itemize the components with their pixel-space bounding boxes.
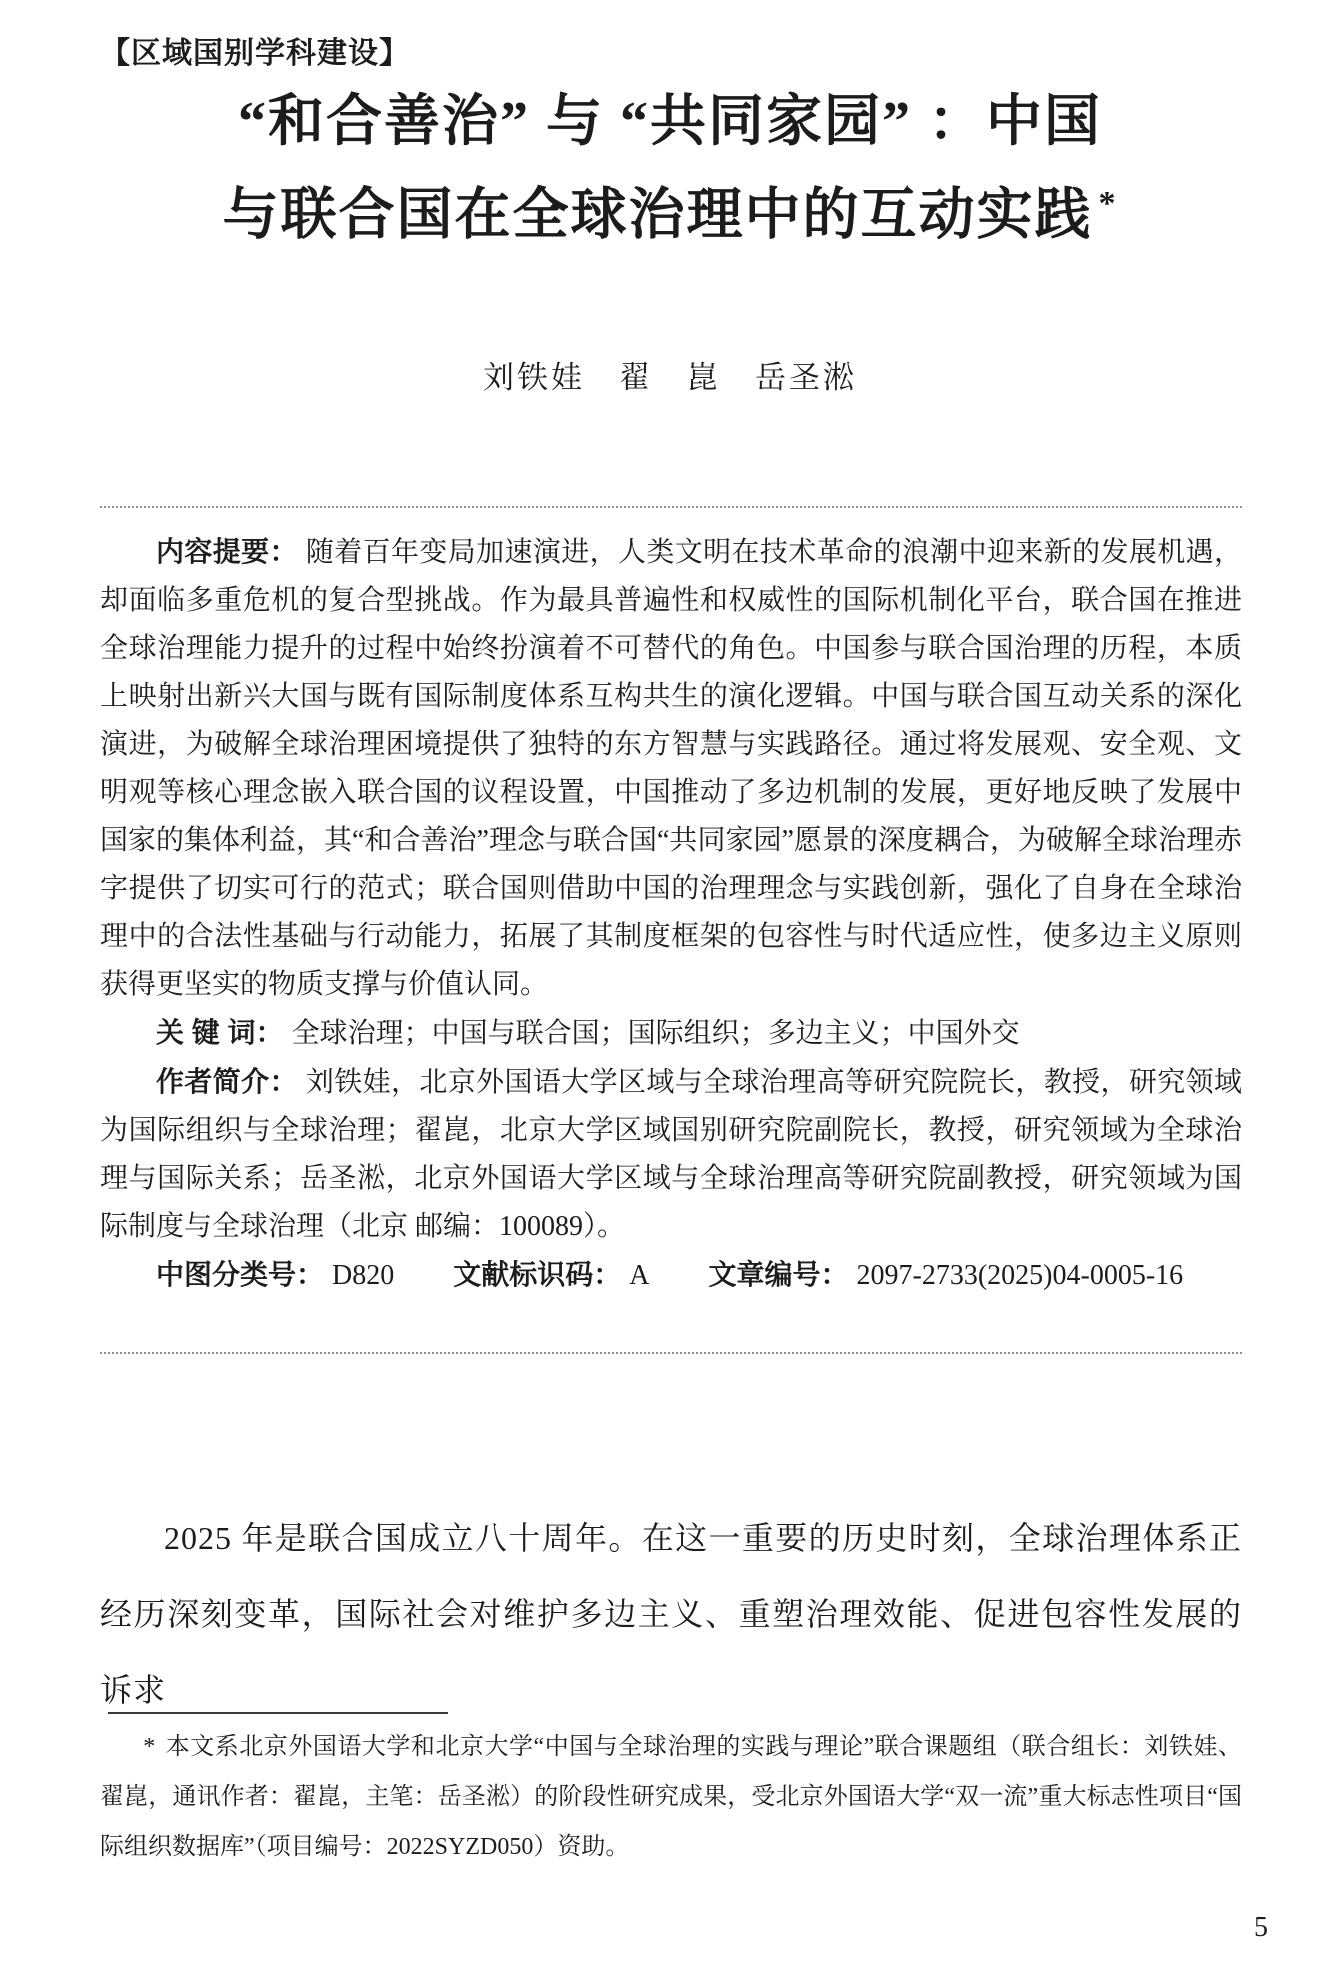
abstract-label: 内容提要： xyxy=(156,536,298,567)
classification-line xyxy=(100,1251,1242,1300)
title-footnote-marker: * xyxy=(1098,185,1118,222)
abstract-text: 随着百年变局加速演进，人类文明在技术革命的浪潮中迎来新的发展机遇，却面临多重危机的复合型挑战。作为最具普遍性和权威性的国际机制化平台，联合国在推进全球治理能力提升的过程中始终扮演着不可替代的角色。中国参与联合国治理的历程，本质上映射出新兴大国与既有国际制度体系互构共生的演化逻辑。中国与联合国互动关系的深化演进，为破解全球治理困境提供了独特的东方智慧与实践路径。通过将发展观、安全观、文明观等核心理念嵌入联合国的议程设置，中国推动了多边机制的发展，更好地反映了发展中国家的集体利益，其“和合善治”理念与联合国“共同家园”愿景的深度耦合，为破解全球治理赤字提供了切实可行的范式；联合国则借助中国的治理理念与实践创新，强化了自身在全球治理中的合法性基础与行动能力，拓展了其制度框架的包容性与时代适应性，使多边主义原则获得更坚实的物质支撑与价值认同。 xyxy=(100,537,1242,1000)
article-id-group xyxy=(709,1260,1184,1291)
footnote-block xyxy=(100,1722,1242,1872)
doc-code-group xyxy=(453,1260,649,1291)
doc-code-label: 文献标识码： xyxy=(453,1259,622,1290)
keywords-paragraph xyxy=(100,1009,1242,1058)
clc-value: D820 xyxy=(332,1260,395,1291)
doc-code-value: A xyxy=(629,1260,650,1291)
article-id-label: 文章编号： xyxy=(708,1259,849,1290)
divider-dotted-bottom xyxy=(100,1352,1242,1354)
article-body xyxy=(100,1500,1242,1728)
bio-label: 作者简介： xyxy=(156,1066,298,1097)
clc-label: 中图分类号： xyxy=(156,1259,325,1290)
title-line-2: 与联合国在全球治理中的互动实践 xyxy=(222,184,1093,247)
page-number: 5 xyxy=(1254,1912,1268,1943)
article-id-value: 2097-2733(2025)04-0005-16 xyxy=(856,1260,1184,1291)
bio-paragraph xyxy=(100,1058,1242,1251)
keywords-label: 关 键 词： xyxy=(156,1017,284,1048)
section-tag: 【区域国别学科建设】 xyxy=(100,37,410,70)
front-matter-block xyxy=(100,528,1242,1300)
authors-line: 刘铁娃 翟 崑 岳圣淞 xyxy=(483,360,857,395)
body-paragraph: 2025 年是联合国成立八十周年。在这一重要的历史时刻，全球治理体系正经历深刻变革，国际社会对维护多边主义、重塑治理效能、促进包容性发展的诉求 xyxy=(100,1520,1242,1708)
abstract-paragraph xyxy=(100,528,1242,1009)
footnote-marker: * xyxy=(143,1734,156,1760)
bio-text: 刘铁娃，北京外国语大学区域与全球治理高等研究院院长，教授，研究领域为国际组织与全球治理；翟崑，北京大学区域国别研究院副院长，教授，研究领域为全球治理与国际关系；岳圣淞，北京外国语大学区域与全球治理高等研究院副教授，研究领域为国际制度与全球治理（北京 邮编：100089）。 xyxy=(100,1067,1242,1242)
divider-dotted-top xyxy=(100,506,1242,508)
clc-group xyxy=(156,1260,394,1291)
footnote-divider xyxy=(108,1712,448,1714)
title-line-1: “和合善治” 与 “共同家园” ：中国 xyxy=(238,91,1102,153)
keywords-text: 全球治理；中国与联合国；国际组织；多边主义；中国外交 xyxy=(291,1018,1020,1049)
footnote-paragraph xyxy=(100,1722,1242,1872)
footnote-text: 本文系北京外国语大学和北京大学“中国与全球治理的实践与理论”联合课题组（联合组长：刘铁娃、翟崑，通讯作者：翟崑，主笔：岳圣淞）的阶段性研究成果，受北京外国语大学“双一流”重大标志性项目“国际组织数据库”（项目编号：2022SYZD050）资助。 xyxy=(100,1734,1242,1860)
paper-title xyxy=(100,82,1240,257)
